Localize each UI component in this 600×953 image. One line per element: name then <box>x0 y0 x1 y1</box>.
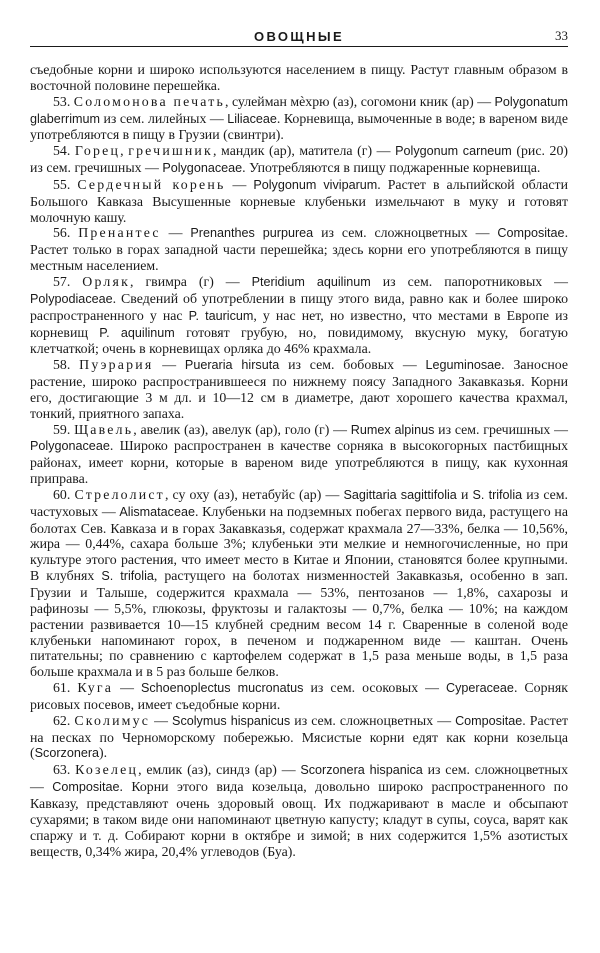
paragraph-62-scolymus: 62. Сколимус — Scolymus hispanicus из сем. сложноцветных — Compositae. Растет на песках по Черноморскому побережью. Мясистые корни едят как корни козельца (Scorzonera). <box>30 712 569 761</box>
paragraph-55-heart-root: 55. Сердечный корень — Polygonum viviparum. Растет в альпийской области Большого Кавказа Высушенные корневые клубеньки измельчают в муку и готовят молочную кашу. <box>30 176 569 225</box>
paragraph-58-pueraria: 58. Пуэрария — Pueraria hirsuta из сем. бобовых — Leguminosae. Заносное растение, широко распространившееся по нижнему поясу Западного Закавказья. Корни его, достигающие 3 м дл. и 10—12 см в диаметре, дают хорошего качества крахмал, тонкий, приятного запаха. <box>30 357 569 421</box>
paragraph-57-bracken: 57. Орляк, гвимра (г) — Pteridium aquilinum из сем. папоротниковых — Polypodiaceae. Сведений об употреблении в пищу этого вида, равно как и более широко распространенного у нас P. tauricum, у нас нет, но известно, что местами в Европе из корневищ P. aquilinum готовят грубую, но, повидимому, вкусную муку, богатую клетчаткой; очень в корневищах орляка до 46% крахмала. <box>30 273 569 357</box>
paragraph-continuation: съедобные корни и широко используются населением в пищу. Растут главным образом в восточной половине перешейка. <box>30 62 568 93</box>
paragraph-61-kuga: 61. Куга — Schoenoplectus mucronatus из сем. осоковых — Cyperaceae. Сорняк рисовых посевов, имеет съедобные корни. <box>30 680 568 712</box>
paragraph-59-sorrel: 59. Щавель, авелик (аз), авелук (ар), голо (г) — Rumex alpinus из сем. гречишных — Polygonaceae. Широко распространен в качестве сорняка в высокогорных пастбищных районах, имеет корни, которые в вареном виде употребляются в пищу, как кухонная приправа. <box>30 421 568 487</box>
page-header <box>30 28 568 47</box>
paragraph-54-knotweed: 54. Горец, гречишник, мандик (ар), матитела (г) — Polygonum carneum (рис. 20) из сем. гречишных — Polygonaceae. Употребляются в пищу поджаренные корневища. <box>30 143 569 176</box>
paragraph-63-scorzonera: 63. Козелец, емлик (аз), синдз (ар) — Scorzonera hispanica из сем. сложноцветных — Compositae. Корни этого вида козельца, довольно широко распространенного по Кавказу, представляют очень здоровый овощ. Их поджаривают в масле и обсыпают сухарями; в таком виде они напоминают цветную капусту; кладут в супы, соуса, варят как спаржу и т. д. Собирают корни в октябре и зимой; в них содержится 1,5% азотистых веществ, 0,34% жира, 20,4% углеводов (Буа). <box>30 762 569 859</box>
paragraph-60-arrowhead: 60. Стрелолист, су оху (аз), нетабуйс (ар) — Sagittaria sagittifolia и S. trifolia из сем. частуховых — Alismataceae. Клубеньки на подземных побегах первого вида, растущего на болотах Сев. Кавказа и в горах Закавказья, содержат крахмала 27—33%, белка — 10,56%, жира — 0,44%, сахара больше 3%; клубеньки эти мелкие и немногочисленные, но при культуре этого растения, что имеет место в Китае и Японии, становятся более крупными. В клубнях S. trifolia, растущего на болотах низменностей Закавказья, особенно в зап. Грузии и Талыше, содержится крахмала — 53%, пентозанов — 1,8%, сахарозы и рафинозы — 5,5%, глюкозы, фруктозы и галактозы — 0,7%, белка — 10%; на каждом растении развивается 10—15 клубней средним весом 14 г. Сваренные в соленой воде клубеньки напоминают горох, в печеном и поджаренном виде — каштан. Очень питательны; по сравнению с картофелем содержат в 1,5 раза меньше воды, в 1,5 раза больше крахмала и в 5 раз больше белков. <box>30 486 568 680</box>
paragraph-53-solomon-seal: 53. Соломонова печать, сулейман мѐхрю (аз), согомони кник (ар) — Polygonatum glaberrimum из сем. лилейных — Liliaceae. Корневища, вымоченные в воде; в вареном виде употребляются в пищу в Грузии (свинтри). <box>30 93 569 143</box>
page-number: 33 <box>555 28 568 43</box>
running-title: ОВОЩНЫЕ <box>253 29 345 44</box>
body-text <box>30 62 568 859</box>
paragraph-56-prenanthes: 56. Пренантес — Prenanthes purpurea из сем. сложноцветных — Compositae. Растет только в горах западной части перешейка; здесь корни его употребляются в пищу местным населением. <box>30 225 569 274</box>
